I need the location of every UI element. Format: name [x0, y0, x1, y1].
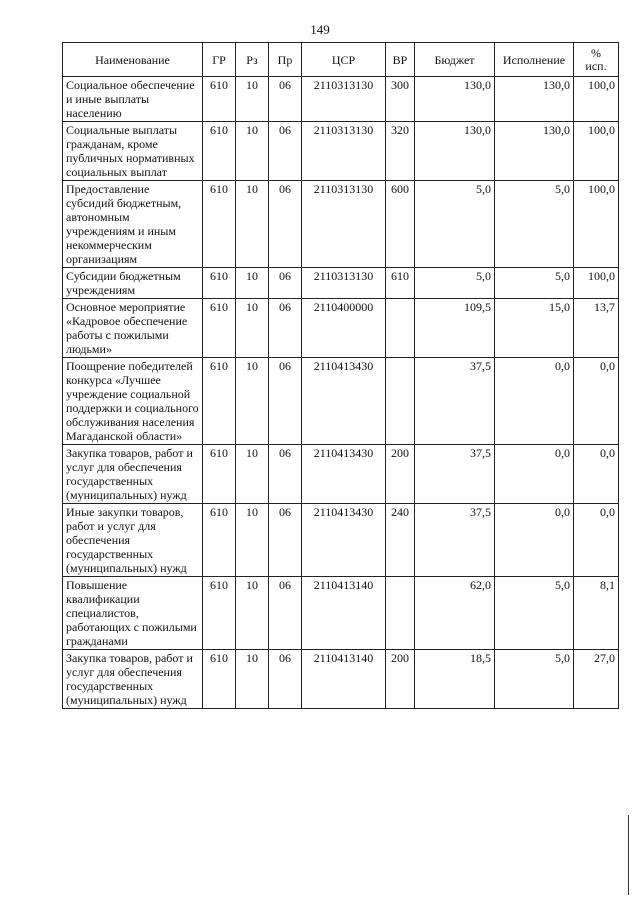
cell-name: Закупка товаров, работ и услуг для обеспечения государственных (муниципальных) нужд — [63, 650, 203, 709]
cell-name: Повышение квалификации специалистов, работающих с пожилыми гражданами — [63, 577, 203, 650]
cell-rz: 10 — [236, 268, 269, 299]
cell-pr: 06 — [269, 181, 302, 268]
cell-gr: 610 — [203, 504, 236, 577]
table-row — [63, 577, 619, 650]
table-row — [63, 358, 619, 445]
cell-budget: 5,0 — [415, 268, 495, 299]
cell-vr: 610 — [386, 268, 415, 299]
cell-percent: 100,0 — [574, 181, 619, 268]
cell-csr: 2110313130 — [302, 181, 386, 268]
cell-csr: 2110413140 — [302, 577, 386, 650]
header-pr: Пр — [269, 43, 302, 77]
cell-gr: 610 — [203, 181, 236, 268]
cell-percent: 100,0 — [574, 122, 619, 181]
cell-execution: 5,0 — [495, 268, 574, 299]
cell-budget: 37,5 — [415, 445, 495, 504]
cell-vr: 300 — [386, 77, 415, 122]
cell-name: Социальные выплаты гражданам, кроме публичных нормативных социальных выплат — [63, 122, 203, 181]
cell-vr — [386, 577, 415, 650]
cell-name: Иные закупки товаров, работ и услуг для обеспечения государственных (муниципальных) нужд — [63, 504, 203, 577]
cell-name: Субсидии бюджетным учреждениям — [63, 268, 203, 299]
cell-execution: 5,0 — [495, 577, 574, 650]
cell-rz: 10 — [236, 181, 269, 268]
cell-pr: 06 — [269, 122, 302, 181]
cell-rz: 10 — [236, 299, 269, 358]
cell-pr: 06 — [269, 577, 302, 650]
cell-gr: 610 — [203, 445, 236, 504]
cell-vr: 600 — [386, 181, 415, 268]
cell-execution: 130,0 — [495, 77, 574, 122]
table-row — [63, 504, 619, 577]
table-body — [63, 77, 619, 709]
cell-rz: 10 — [236, 650, 269, 709]
cell-vr: 320 — [386, 122, 415, 181]
cell-csr: 2110313130 — [302, 268, 386, 299]
table-row — [63, 445, 619, 504]
cell-percent: 0,0 — [574, 445, 619, 504]
cell-budget: 5,0 — [415, 181, 495, 268]
cell-rz: 10 — [236, 577, 269, 650]
header-name: Наименование — [63, 43, 203, 77]
table-row — [63, 650, 619, 709]
cell-gr: 610 — [203, 650, 236, 709]
cell-pr: 06 — [269, 504, 302, 577]
table-row — [63, 268, 619, 299]
cell-budget: 37,5 — [415, 504, 495, 577]
header-gr: ГР — [203, 43, 236, 77]
header-rz: Рз — [236, 43, 269, 77]
cell-gr: 610 — [203, 299, 236, 358]
cell-rz: 10 — [236, 358, 269, 445]
table-row — [63, 77, 619, 122]
header-csr: ЦСР — [302, 43, 386, 77]
cell-budget: 130,0 — [415, 122, 495, 181]
cell-budget: 37,5 — [415, 358, 495, 445]
cell-budget: 130,0 — [415, 77, 495, 122]
cell-pr: 06 — [269, 358, 302, 445]
cell-vr: 200 — [386, 445, 415, 504]
cell-csr: 2110313130 — [302, 122, 386, 181]
header-execution: Исполнение — [495, 43, 574, 77]
cell-pr: 06 — [269, 445, 302, 504]
cell-name: Закупка товаров, работ и услуг для обеспечения государственных (муниципальных) нужд — [63, 445, 203, 504]
cell-execution: 0,0 — [495, 504, 574, 577]
cell-execution: 0,0 — [495, 445, 574, 504]
header-vr: ВР — [386, 43, 415, 77]
cell-budget: 18,5 — [415, 650, 495, 709]
cell-name: Основное мероприятие «Кадровое обеспечение работы с пожилыми людьми» — [63, 299, 203, 358]
cell-vr: 240 — [386, 504, 415, 577]
cell-csr: 2110413430 — [302, 358, 386, 445]
cell-rz: 10 — [236, 122, 269, 181]
header-percent — [574, 43, 619, 77]
cell-execution: 5,0 — [495, 181, 574, 268]
cell-percent: 8,1 — [574, 577, 619, 650]
table-row — [63, 299, 619, 358]
cell-percent: 100,0 — [574, 77, 619, 122]
cell-gr: 610 — [203, 577, 236, 650]
cell-execution: 5,0 — [495, 650, 574, 709]
cell-csr: 2110413430 — [302, 504, 386, 577]
header-percent-label: исп. — [585, 58, 607, 73]
cell-gr: 610 — [203, 77, 236, 122]
cell-percent: 0,0 — [574, 358, 619, 445]
cell-csr: 2110413140 — [302, 650, 386, 709]
cell-percent: 0,0 — [574, 504, 619, 577]
cell-rz: 10 — [236, 445, 269, 504]
cell-execution: 130,0 — [495, 122, 574, 181]
table-row — [63, 181, 619, 268]
table-header-row — [63, 43, 619, 77]
cell-percent: 13,7 — [574, 299, 619, 358]
cell-pr: 06 — [269, 650, 302, 709]
header-percent-symbol: % — [591, 45, 601, 60]
margin-line — [628, 815, 629, 895]
cell-rz: 10 — [236, 504, 269, 577]
budget-table — [62, 42, 619, 709]
header-budget: Бюджет — [415, 43, 495, 77]
cell-vr — [386, 358, 415, 445]
cell-name: Поощрение победителей конкурса «Лучшее учреждение социальной поддержки и социального обслуживания населения Магаданской области» — [63, 358, 203, 445]
cell-execution: 0,0 — [495, 358, 574, 445]
cell-execution: 15,0 — [495, 299, 574, 358]
cell-percent: 100,0 — [574, 268, 619, 299]
cell-csr: 2110413430 — [302, 445, 386, 504]
page-number: 149 — [310, 22, 330, 37]
cell-name: Социальное обеспечение и иные выплаты населению — [63, 77, 203, 122]
cell-gr: 610 — [203, 122, 236, 181]
cell-gr: 610 — [203, 268, 236, 299]
table-row — [63, 122, 619, 181]
cell-percent: 27,0 — [574, 650, 619, 709]
cell-pr: 06 — [269, 299, 302, 358]
cell-csr: 2110400000 — [302, 299, 386, 358]
cell-pr: 06 — [269, 268, 302, 299]
cell-vr — [386, 299, 415, 358]
cell-rz: 10 — [236, 77, 269, 122]
cell-budget: 62,0 — [415, 577, 495, 650]
cell-vr: 200 — [386, 650, 415, 709]
cell-csr: 2110313130 — [302, 77, 386, 122]
cell-gr: 610 — [203, 358, 236, 445]
cell-budget: 109,5 — [415, 299, 495, 358]
cell-pr: 06 — [269, 77, 302, 122]
cell-name: Предоставление субсидий бюджетным, автономным учреждениям и иным некоммерческим организациям — [63, 181, 203, 268]
